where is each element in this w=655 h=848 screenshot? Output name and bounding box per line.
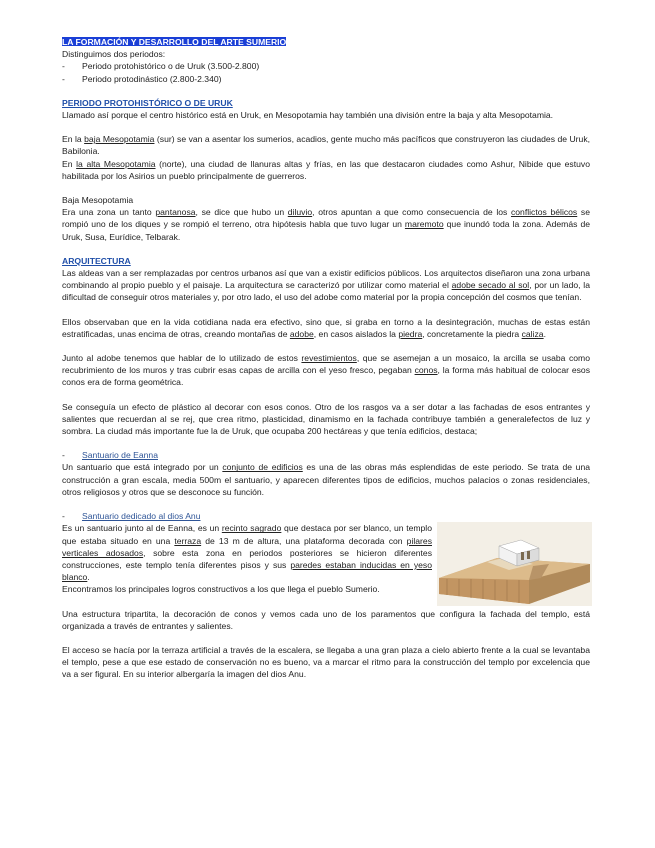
paragraph: Un santuario que está integrado por un conjunto de edificios es una de las obras más esplendidas de este periodo. Se trata de una construcción a gran escala, media 500m el santuario, y aparecen diferentes tipos de edificios, muchos palacios o zonas residenciales, otros religiosos y otros que se desconoce su función.	[62, 462, 590, 497]
subheading: Baja Mesopotamia	[62, 195, 134, 206]
section-heading-arquitectura: ARQUITECTURA	[62, 255, 131, 266]
document-title: LA FORMACIÓN Y DESARROLLO DEL ARTE SUMERIO	[62, 37, 287, 47]
paragraph: Encontramos los principales logros constructivos a los que llega el pueblo Sumerio.	[62, 584, 380, 595]
paragraph: Junto al adobe tenemos que hablar de lo utilizado de estos revestimientos, que se asemejan a un mosaico, la arcilla se usaba como recubrimiento de los muros y tras cubrir esas capas de arcilla con el yeso fresco, pegaban conos, la forma más habitual de colocar esos conos era de forma geométrica.	[62, 353, 590, 388]
paragraph: Llamado así porque el centro histórico está en Uruk, en Mesopotamia hay también una división entre la baja y alta Mesopotamia.	[62, 110, 554, 121]
paragraph: Era una zona un tanto pantanosa, se dice que hubo un diluvio, otros apuntan a que como consecuencia de los conflictos bélicos se rompió uno de los diques y se rompió el terreno, otra hipótesis habla que tuvo lugar un maremoto que inundó toda la zona. Además de Uruk, Susa, Eurídice, Telbarak.	[62, 207, 591, 242]
paragraph: Las aldeas van a ser remplazadas por centros urbanos así que van a existir edificios públicos. Los arquitectos diseñaron una zona urbana combinando al propio pueblo y el paisaje. La arquitectura se caracterizó por utilizar como material el adobe secado al sol, por un lado, la dificultad de conseguir otros materiales y, por otro lado, el uso del adobe como material por la propia concepción del cosmos que tenían.	[62, 268, 590, 303]
paragraph: Una estructura tripartita, la decoración de conos y vemos cada uno de los paramentos que configura la fachada del templo, está organizada a través de entrantes y salientes.	[62, 608, 590, 631]
paragraph: Se conseguía un efecto de plástico al decorar con esos conos. Otro de los rasgos va a ser dotar a las fachadas de esos entrantes y salientes que recuerdan al se rej, que crea ritmo, plasticidad, dinamismo en la fachada contribuye también a generalefectos de luz y sombra. La ciudad más importante fue la de Uruk, que ocupaba 200 hectáreas y que tenía edificios, destaca;	[62, 401, 590, 437]
paragraph: En la baja Mesopotamia (sur) se van a asentar los sumerios, acadios, gente mucho más pacíficos que construyeron las ciudades de Uruk, Babilonia.	[62, 134, 591, 157]
document-page	[62, 36, 590, 681]
paragraph: En la alta Mesopotamia (norte), una ciudad de llanuras altas y frías, en las que destacaron ciudades como Ashur, Nibide que estuvo habilitada por los Asirios un pueblo principalmente de guerreros.	[62, 158, 590, 181]
term-link: baja Mesopotamia	[84, 134, 155, 145]
anu-section	[62, 522, 590, 595]
section-heading-proto: PERIODO PROTOHISTÓRICO O DE URUK	[62, 97, 233, 108]
anu-link[interactable]: Santuario dedicado al dios Anu	[82, 511, 201, 522]
paragraph: Es un santuario junto al de Eanna, es un recinto sagrado que destaca por ser blanco, un templo que estaba situado en una terraza de 13 m de altura, una plataforma decorada con pilares verticales adosados, sobre esta zona en periodos posteriores se hicieron diferentes construcciones, este templo tenía diferentes pisos y sus paredes estaban inducidas en yeso blanco.	[62, 523, 432, 583]
intro-text: Distinguimos dos periodos:	[62, 49, 166, 60]
temple-illustration	[437, 522, 592, 606]
term-link: la alta Mesopotamia	[76, 158, 156, 169]
list-item-eanna: - Santuario de Eanna	[62, 450, 158, 461]
eanna-link[interactable]: Santuario de Eanna	[82, 450, 158, 461]
list-item: - Periodo protohistórico o de Uruk (3.500-2.800)	[62, 61, 260, 72]
list-item: - Periodo protodinástico (2.800-2.340)	[62, 73, 222, 84]
paragraph: Ellos observaban que en la vida cotidiana nada era efectivo, sino que, si graba en torno a la desintegración, muchas de estas están estratificadas, unas encima de otras, creando montañas de adobe, en casos aislados la piedra, concretamente la piedra caliza.	[62, 316, 590, 339]
list-item-anu: - Santuario dedicado al dios Anu	[62, 511, 201, 522]
paragraph: El acceso se hacía por la terraza artificial a través de la escalera, se llegaba a una gran plaza a cielo abierto frente a la cual se levantaba el templo, pese a que ese estado de conservación no es bueno, va a marcar el ritmo para la construcción del templo por excelencia que va a ser figural. En su interior albergaría la imagen del dios Anu.	[62, 644, 590, 680]
